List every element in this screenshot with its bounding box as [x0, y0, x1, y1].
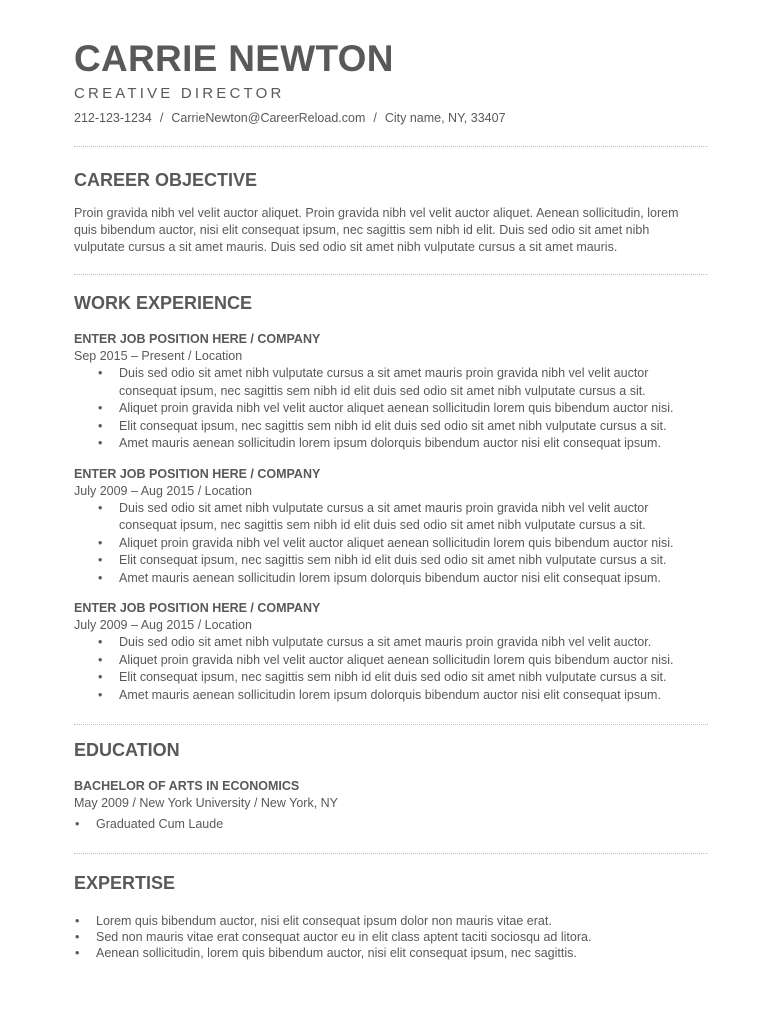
- job-dates-location: July 2009 – Aug 2015 / Location: [74, 483, 252, 498]
- bullet-text: Elit consequat ipsum, nec sagittis sem nibh id elit duis sed odio sit amet nibh vulputate cursus a sit.: [119, 670, 667, 684]
- list-item: [74, 535, 714, 553]
- list-item: [74, 652, 714, 670]
- bullet-text: Amet mauris aenean sollicitudin lorem ipsum dolorquis bibendum auctor nisi elit consequat ipsum.: [119, 436, 661, 450]
- section-divider: [74, 724, 708, 725]
- education-meta: May 2009 / New York University / New York, NY: [74, 796, 339, 810]
- list-item: [74, 365, 714, 400]
- bullet-icon: •: [98, 570, 103, 585]
- bullet-text: Aliquet proin gravida nibh vel velit auctor aliquet aenean sollicitudin lorem quis bibendum auctor nisi.: [119, 652, 674, 667]
- list-item: [74, 500, 714, 535]
- list-item: [74, 418, 714, 436]
- job-position: ENTER JOB POSITION HERE / COMPANY: [74, 601, 321, 615]
- list-item: [74, 945, 714, 961]
- bullet-icon: •: [75, 946, 80, 960]
- bullet-text: Aenean sollicitudin, lorem quis bibendum auctor, nisi elit consequat ipsum, nec sagittis.: [96, 946, 577, 960]
- work-experience-section: [74, 292, 714, 704]
- objective-line: Proin gravida nibh vel velit auctor aliquet. Proin gravida nibh vel velit auctor aliquet. Aenean sollicitudin, lorem: [74, 206, 679, 220]
- bullet-icon: •: [98, 436, 103, 450]
- section-heading: WORK EXPERIENCE: [74, 293, 253, 313]
- section-divider: [74, 146, 708, 147]
- job-entry: [74, 600, 714, 704]
- job-bullet-list: [74, 634, 714, 704]
- objective-line: vulputate cursus a sit amet mauris. Duis sed odio sit amet nibh vulputate cursus a sit amet mauris.: [74, 240, 618, 254]
- bullet-icon: •: [98, 635, 103, 649]
- bullet-icon: •: [98, 687, 103, 702]
- career-objective-section: [74, 169, 714, 256]
- bullet-text: Sed non mauris vitae erat consequat auctor eu in elit class aptent taciti sociosqu ad litora.: [96, 930, 592, 944]
- bullet-text: Aliquet proin gravida nibh vel velit auctor aliquet aenean sollicitudin lorem quis bibendum auctor nisi.: [119, 401, 674, 415]
- bullet-text: Duis sed odio sit amet nibh vulputate cursus a sit amet mauris proin gravida nibh vel velit auctor: [119, 366, 649, 380]
- bullet-text: Duis sed odio sit amet nibh vulputate cursus a sit amet mauris proin gravida nibh vel velit auctor: [119, 500, 649, 515]
- list-item: [74, 929, 714, 945]
- bullet-icon: •: [75, 817, 80, 831]
- job-bullet-list: [74, 500, 714, 588]
- bullet-icon: •: [98, 553, 103, 567]
- bullet-text: Amet mauris aenean sollicitudin lorem ipsum dolorquis bibendum auctor nisi elit consequat ipsum.: [119, 570, 661, 585]
- objective-line: quis bibendum auctor, nisi elit consequat ipsum, nec sagittis sem nibh id elit. Duis sed odio sit amet nibh: [74, 223, 650, 237]
- contact-separator: /: [373, 111, 377, 125]
- bullet-text: Duis sed odio sit amet nibh vulputate cursus a sit amet mauris proin gravida nibh vel velit auctor.: [119, 635, 652, 649]
- list-item: [74, 400, 714, 418]
- section-divider: [74, 274, 708, 275]
- bullet-text: Aliquet proin gravida nibh vel velit auctor aliquet aenean sollicitudin lorem quis bibendum auctor nisi.: [119, 535, 674, 550]
- section-heading: EXPERTISE: [74, 873, 176, 893]
- list-item: [74, 913, 714, 929]
- bullet-icon: •: [98, 535, 103, 550]
- list-item: [74, 570, 714, 588]
- list-item: [74, 687, 714, 705]
- list-item: [74, 552, 714, 570]
- list-item: [74, 435, 714, 453]
- education-section: [74, 739, 714, 834]
- bullet-icon: •: [98, 418, 103, 433]
- bullet-icon: •: [75, 914, 80, 928]
- bullet-text: Elit consequat ipsum, nec sagittis sem nibh id elit duis sed odio sit amet nibh vulputate cursus a sit.: [119, 553, 667, 567]
- candidate-name: CARRIE NEWTON: [74, 38, 394, 79]
- degree-title: BACHELOR OF ARTS IN ECONOMICS: [74, 779, 300, 793]
- phone-number: 212-123-1234: [74, 111, 152, 125]
- job-position: ENTER JOB POSITION HERE / COMPANY: [74, 332, 321, 346]
- bullet-icon: •: [98, 670, 103, 684]
- expertise-bullet-list: [74, 913, 714, 961]
- contact-line: [74, 110, 506, 126]
- section-heading: EDUCATION: [74, 740, 180, 760]
- job-entry: [74, 466, 714, 588]
- bullet-text: Elit consequat ipsum, nec sagittis sem nibh id elit duis sed odio sit amet nibh vulputate cursus a sit.: [119, 418, 667, 433]
- bullet-text: Lorem quis bibendum auctor, nisi elit consequat ipsum dolor non mauris vitae erat.: [96, 914, 552, 928]
- bullet-icon: •: [75, 930, 80, 944]
- bullet-text: Amet mauris aenean sollicitudin lorem ipsum dolorquis bibendum auctor nisi elit consequat ipsum.: [119, 687, 661, 702]
- job-dates-location: Sep 2015 – Present / Location: [74, 349, 243, 363]
- location-text: City name, NY, 33407: [384, 111, 506, 125]
- bullet-text: consequat ipsum, nec sagittis sem nibh id elit duis sed odio sit amet nibh vulputate cursus a sit.: [119, 383, 646, 398]
- job-dates-location: July 2009 – Aug 2015 / Location: [74, 618, 252, 632]
- bullet-icon: •: [98, 652, 103, 667]
- bullet-text: consequat ipsum, nec sagittis sem nibh id elit duis sed odio sit amet nibh vulputate cursus a sit.: [119, 518, 646, 532]
- list-item: [74, 634, 714, 652]
- job-bullet-list: [74, 365, 714, 453]
- list-item: [74, 669, 714, 687]
- job-position: ENTER JOB POSITION HERE / COMPANY: [74, 466, 321, 481]
- section-heading: CAREER OBJECTIVE: [74, 170, 258, 190]
- list-item: [74, 816, 714, 834]
- bullet-icon: •: [98, 401, 103, 415]
- job-entry: [74, 331, 714, 453]
- bullet-icon: •: [98, 500, 103, 515]
- section-divider: [74, 853, 708, 854]
- bullet-text: Graduated Cum Laude: [96, 817, 224, 831]
- job-title-subtitle: CREATIVE DIRECTOR: [74, 85, 285, 102]
- bullet-icon: •: [98, 366, 103, 380]
- expertise-section: [74, 872, 714, 961]
- education-bullet-list: [74, 816, 714, 834]
- contact-separator: /: [159, 111, 164, 125]
- email-address: CarrieNewton@CareerReload.com: [171, 111, 366, 125]
